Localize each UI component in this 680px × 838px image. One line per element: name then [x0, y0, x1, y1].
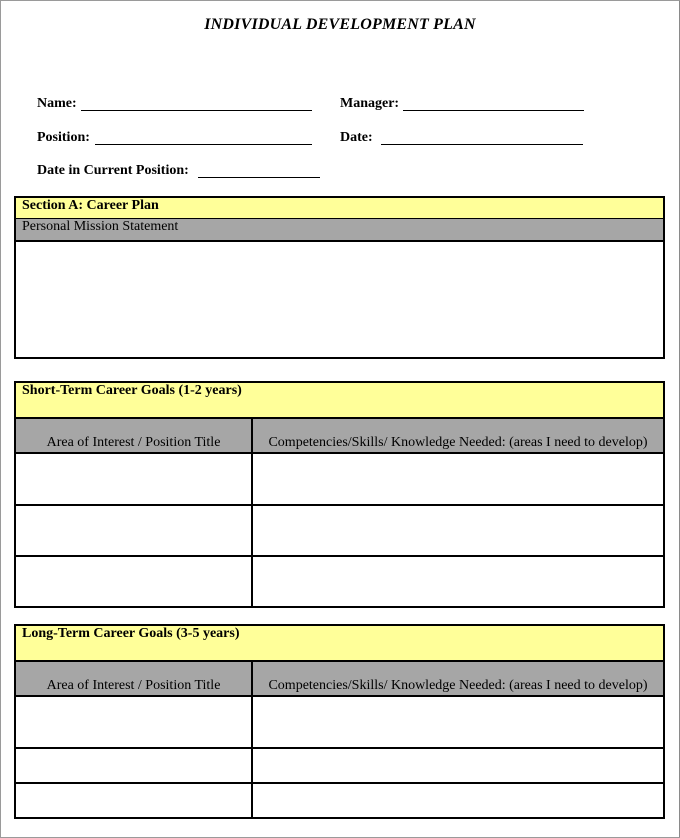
long-term-col2-header: Competencies/Skills/ Knowledge Needed: (areas I need to develop): [268, 678, 648, 693]
short-term-box: [14, 381, 665, 608]
short-term-row-3-skills[interactable]: [253, 557, 663, 606]
manager-field[interactable]: [403, 110, 584, 111]
short-term-row-1-skills[interactable]: [253, 454, 663, 504]
short-term-col2-header: Competencies/Skills/ Knowledge Needed: (areas I need to develop): [268, 435, 648, 450]
mission-statement-area[interactable]: [16, 242, 663, 357]
short-term-col1-header: Area of Interest / Position Title: [46, 435, 221, 450]
page-title: INDIVIDUAL DEVELOPMENT PLAN: [204, 16, 476, 33]
mission-subheader-label: Personal Mission Statement: [22, 219, 179, 234]
short-term-row-2-skills[interactable]: [253, 506, 663, 555]
section-a-title: Section A: Career Plan: [22, 198, 159, 213]
short-term-title: Short-Term Career Goals (1-2 years): [22, 383, 242, 398]
short-term-row-2-area[interactable]: [16, 506, 251, 555]
long-term-box: [14, 624, 665, 819]
date-in-position-field[interactable]: [198, 177, 320, 178]
long-term-row-3-skills[interactable]: [253, 784, 663, 817]
long-term-row-1-area[interactable]: [16, 697, 251, 747]
position-field[interactable]: [95, 144, 312, 145]
date-in-position-label: Date in Current Position:: [37, 163, 189, 178]
manager-label: Manager:: [340, 96, 400, 111]
long-term-row-2-area[interactable]: [16, 749, 251, 782]
long-term-row-2-skills[interactable]: [253, 749, 663, 782]
long-term-row-3-area[interactable]: [16, 784, 251, 817]
short-term-row-3-area[interactable]: [16, 557, 251, 606]
position-label: Position:: [37, 130, 90, 145]
name-label: Name:: [37, 96, 77, 111]
name-field[interactable]: [81, 110, 312, 111]
short-term-row-1-area[interactable]: [16, 454, 251, 504]
long-term-title: Long-Term Career Goals (3-5 years): [22, 626, 240, 641]
date-label: Date:: [340, 130, 373, 145]
date-field[interactable]: [381, 144, 583, 145]
long-term-col1-header: Area of Interest / Position Title: [46, 678, 221, 693]
long-term-row-1-skills[interactable]: [253, 697, 663, 747]
